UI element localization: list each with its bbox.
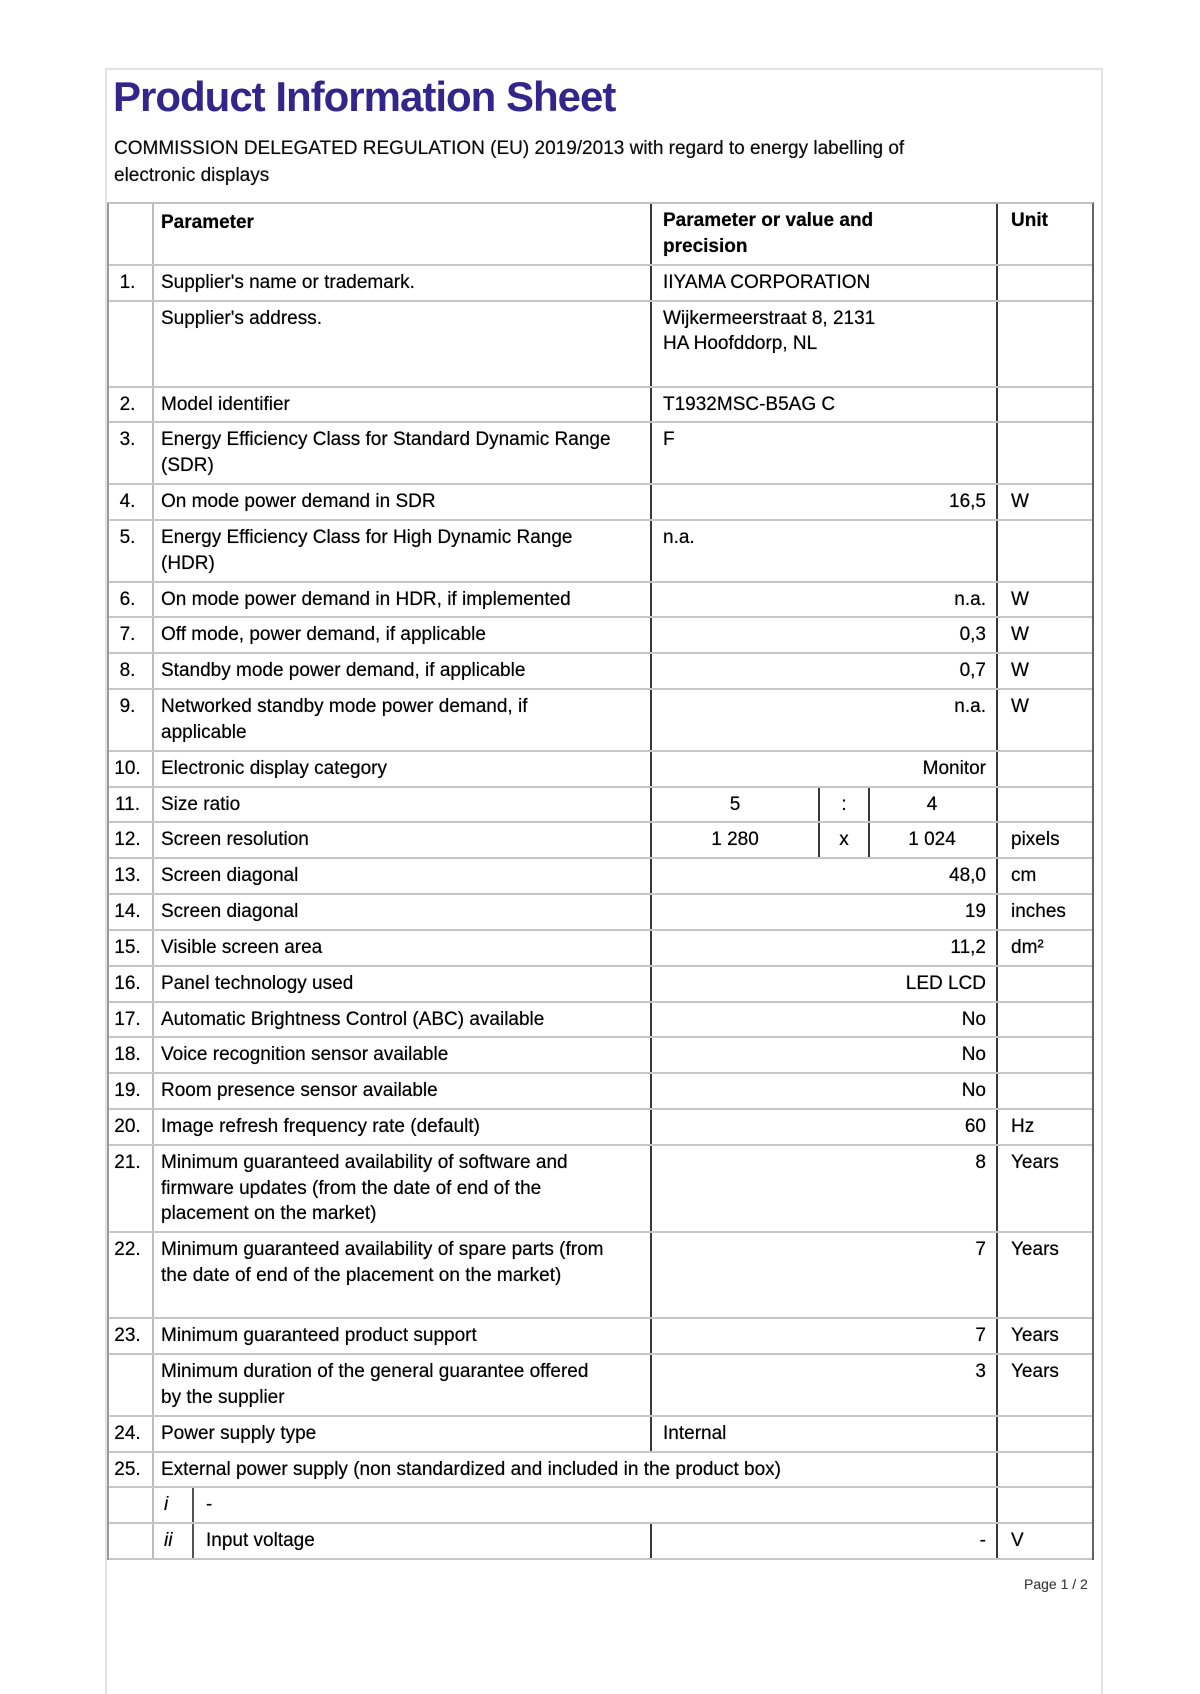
value-cell bbox=[652, 967, 998, 1001]
value-text: F bbox=[663, 429, 675, 451]
parameter-label: On mode power demand in HDR, if implemented bbox=[161, 588, 571, 610]
row-number-cell bbox=[109, 690, 154, 750]
page-title: Product Information Sheet bbox=[113, 73, 616, 120]
value-part: 1 024 bbox=[908, 829, 956, 851]
parameter-cell bbox=[154, 485, 652, 519]
table-row bbox=[109, 788, 1092, 824]
table-row bbox=[109, 388, 1092, 424]
unit-text: W bbox=[1011, 588, 1029, 610]
row-number-cell bbox=[109, 388, 154, 422]
parameter-cell bbox=[154, 388, 652, 422]
row-number: 5. bbox=[119, 526, 136, 548]
value-cell bbox=[652, 1319, 998, 1353]
row-number: 24. bbox=[114, 1422, 141, 1444]
parameter-label: Off mode, power demand, if applicable bbox=[161, 624, 486, 646]
value-cell bbox=[652, 752, 998, 786]
parameters-table bbox=[107, 202, 1094, 1560]
value-text: - bbox=[979, 1530, 986, 1552]
row-number-cell bbox=[109, 423, 154, 483]
unit-text: inches bbox=[1011, 901, 1066, 923]
value-separator: x bbox=[820, 823, 870, 857]
unit-header-label: Unit bbox=[1011, 210, 1048, 232]
parameter-label: Networked standby mode power demand, if applicable bbox=[161, 696, 528, 743]
row-number: 20. bbox=[114, 1116, 141, 1137]
unit-cell bbox=[998, 931, 1092, 965]
row-number: 11. bbox=[114, 793, 140, 815]
unit-cell bbox=[998, 1524, 1092, 1558]
table-row bbox=[109, 266, 1092, 302]
value-text: 3 bbox=[975, 1361, 986, 1383]
row-number-cell bbox=[109, 485, 154, 519]
value-text: T1932MSC-B5AG C bbox=[663, 393, 836, 415]
parameter-cell bbox=[154, 895, 652, 929]
value-header-label: Parameter or value and precision bbox=[663, 210, 874, 257]
value-text: Internal bbox=[663, 1422, 727, 1444]
parameter-label: Supplier's name or trademark. bbox=[161, 271, 415, 293]
value-cell bbox=[652, 788, 998, 822]
row-number-cell bbox=[109, 752, 154, 786]
unit-cell bbox=[998, 1110, 1092, 1144]
row-number-cell bbox=[109, 1003, 154, 1037]
row-number-cell bbox=[109, 967, 154, 1001]
parameter-label: Supplier's address. bbox=[161, 307, 322, 329]
parameter-label: Voice recognition sensor available bbox=[161, 1044, 449, 1066]
parameter-cell bbox=[194, 1488, 998, 1522]
unit-cell bbox=[998, 388, 1092, 422]
unit-cell bbox=[998, 967, 1092, 1001]
value-part: 5 bbox=[652, 788, 820, 822]
unit-cell bbox=[998, 1233, 1092, 1317]
unit-text: W bbox=[1011, 660, 1029, 682]
parameter-label: Minimum guaranteed product support bbox=[161, 1325, 477, 1347]
row-number-cell bbox=[109, 1524, 154, 1558]
parameter-cell bbox=[154, 1110, 652, 1144]
unit-cell bbox=[998, 521, 1092, 581]
table-row bbox=[109, 521, 1092, 583]
parameter-cell bbox=[154, 967, 652, 1001]
row-number: 13. bbox=[114, 865, 141, 887]
parameter-cell bbox=[154, 1453, 998, 1487]
parameter-label: Energy Efficiency Class for Standard Dynamic Range (SDR) bbox=[161, 429, 611, 477]
unit-text: pixels bbox=[1011, 829, 1060, 851]
unit-cell bbox=[998, 654, 1092, 688]
value-cell bbox=[652, 583, 998, 617]
unit-cell bbox=[998, 583, 1092, 617]
unit-text: Years bbox=[1011, 1151, 1059, 1173]
unit-text: dm² bbox=[1011, 936, 1044, 958]
value-text: 48,0 bbox=[949, 865, 986, 887]
unit-cell bbox=[998, 302, 1092, 386]
value-cell bbox=[652, 1355, 998, 1415]
value-cell bbox=[652, 1233, 998, 1317]
unit-text: W bbox=[1011, 624, 1029, 646]
parameter-label: Size ratio bbox=[161, 793, 241, 815]
value-text: No bbox=[961, 1044, 986, 1066]
value-text: 7 bbox=[975, 1325, 986, 1347]
table-row bbox=[109, 485, 1092, 521]
unit-cell bbox=[998, 895, 1092, 929]
row-number-cell bbox=[109, 618, 154, 652]
unit-text: Years bbox=[1011, 1325, 1059, 1347]
table-row bbox=[109, 1074, 1092, 1110]
row-number-cell bbox=[109, 266, 154, 300]
parameter-label: Electronic display category bbox=[161, 757, 387, 779]
row-number: 15. bbox=[114, 936, 141, 958]
table-row bbox=[109, 583, 1092, 619]
table-row bbox=[109, 1355, 1092, 1417]
parameter-cell bbox=[154, 1146, 652, 1231]
row-number-cell bbox=[109, 1146, 154, 1231]
row-number-cell bbox=[109, 1488, 154, 1522]
parameter-cell bbox=[154, 1355, 652, 1415]
row-number: 25. bbox=[114, 1458, 141, 1480]
parameter-label: Model identifier bbox=[161, 393, 290, 415]
parameter-cell bbox=[154, 618, 652, 652]
unit-cell bbox=[998, 1038, 1092, 1072]
row-number-cell bbox=[109, 931, 154, 965]
value-cell bbox=[652, 1110, 998, 1144]
unit-cell bbox=[998, 1146, 1092, 1231]
unit-cell bbox=[998, 752, 1092, 786]
unit-text: Years bbox=[1011, 1361, 1059, 1383]
unit-cell bbox=[998, 1319, 1092, 1353]
value-cell bbox=[652, 618, 998, 652]
value-cell bbox=[652, 931, 998, 965]
page-subtitle: COMMISSION DELEGATED REGULATION (EU) 2019/2013 with regard to energy labelling of electronic displays bbox=[114, 138, 905, 187]
value-cell bbox=[652, 895, 998, 929]
row-number: 14. bbox=[114, 901, 141, 923]
row-number: 22. bbox=[114, 1239, 141, 1261]
value-part: 1 280 bbox=[652, 823, 820, 857]
parameter-cell bbox=[154, 1003, 652, 1037]
parameter-cell bbox=[154, 823, 652, 857]
unit-cell bbox=[998, 266, 1092, 300]
table-row bbox=[109, 859, 1092, 895]
table-row bbox=[109, 931, 1092, 967]
row-number: 10. bbox=[114, 757, 141, 779]
parameter-header-cell bbox=[154, 204, 652, 264]
parameter-cell bbox=[154, 931, 652, 965]
row-number: 12. bbox=[114, 829, 141, 851]
unit-text: W bbox=[1011, 491, 1029, 513]
value-cell bbox=[652, 302, 998, 386]
parameter-label: Screen resolution bbox=[161, 829, 309, 851]
parameter-cell bbox=[154, 583, 652, 617]
row-number: 16. bbox=[114, 972, 141, 994]
parameter-label: - bbox=[206, 1494, 213, 1516]
unit-cell bbox=[998, 1074, 1092, 1108]
value-cell bbox=[652, 388, 998, 422]
parameter-label: Minimum duration of the general guarantee offered by the supplier bbox=[161, 1361, 589, 1408]
parameter-cell bbox=[154, 1233, 652, 1317]
parameter-cell bbox=[154, 1417, 652, 1451]
unit-cell bbox=[998, 1003, 1092, 1037]
value-text: 11,2 bbox=[950, 936, 986, 958]
parameter-label: Screen diagonal bbox=[161, 901, 299, 923]
parameter-cell bbox=[154, 788, 652, 822]
value-cell bbox=[652, 485, 998, 519]
unit-text: V bbox=[1011, 1530, 1024, 1552]
row-number-cell bbox=[109, 654, 154, 688]
table-row bbox=[109, 1488, 1092, 1524]
parameter-label: Image refresh frequency rate (default) bbox=[161, 1116, 480, 1137]
table-row bbox=[109, 654, 1092, 690]
row-number-cell bbox=[109, 1110, 154, 1144]
unit-text: W bbox=[1011, 696, 1029, 718]
value-cell bbox=[652, 859, 998, 893]
row-number-header-cell bbox=[109, 204, 154, 264]
row-number-cell bbox=[109, 823, 154, 857]
value-cell bbox=[652, 521, 998, 581]
table-body bbox=[109, 266, 1092, 1560]
value-cell bbox=[652, 1146, 998, 1231]
value-text: LED LCD bbox=[905, 972, 986, 994]
parameter-cell bbox=[154, 1038, 652, 1072]
unit-text: Hz bbox=[1011, 1116, 1035, 1137]
parameter-cell bbox=[194, 1524, 652, 1558]
product-sheet bbox=[105, 68, 1103, 1694]
unit-cell bbox=[998, 1488, 1092, 1522]
parameter-label: Room presence sensor available bbox=[161, 1080, 438, 1102]
value-text: IIYAMA CORPORATION bbox=[663, 271, 871, 293]
parameter-label: External power supply (non standardized and included in the product box) bbox=[161, 1458, 781, 1480]
table-row bbox=[109, 618, 1092, 654]
row-number: 1. bbox=[119, 271, 136, 293]
row-number: 7. bbox=[119, 624, 136, 646]
table-row bbox=[109, 1453, 1092, 1489]
parameter-cell bbox=[154, 423, 652, 483]
table-row bbox=[109, 1233, 1092, 1319]
unit-cell bbox=[998, 485, 1092, 519]
parameter-header-label: Parameter bbox=[161, 212, 254, 234]
parameter-label: Minimum guaranteed availability of software and firmware updates (from the date of end of the placement on the market) bbox=[161, 1151, 568, 1225]
row-number: 18. bbox=[114, 1044, 141, 1066]
table-row bbox=[109, 1319, 1092, 1355]
row-number: 4. bbox=[119, 491, 136, 513]
table-row bbox=[109, 895, 1092, 931]
parameter-cell bbox=[154, 752, 652, 786]
value-text: No bbox=[961, 1080, 986, 1102]
unit-cell bbox=[998, 788, 1092, 822]
parameter-cell bbox=[154, 654, 652, 688]
parameter-label: Power supply type bbox=[161, 1422, 317, 1444]
parameter-label: Standby mode power demand, if applicable bbox=[161, 660, 526, 682]
row-number: 17. bbox=[114, 1008, 141, 1030]
value-text: 19 bbox=[964, 901, 986, 923]
value-text: 60 bbox=[964, 1116, 986, 1137]
table-row bbox=[109, 1038, 1092, 1074]
row-number-cell bbox=[109, 1319, 154, 1353]
unit-cell bbox=[998, 618, 1092, 652]
table-row bbox=[109, 423, 1092, 485]
value-part: 4 bbox=[926, 793, 938, 815]
value-text: 7 bbox=[975, 1239, 986, 1261]
sub-index-cell bbox=[154, 1524, 194, 1558]
parameter-cell bbox=[154, 521, 652, 581]
value-cell bbox=[652, 1038, 998, 1072]
value-cell bbox=[652, 266, 998, 300]
unit-cell bbox=[998, 823, 1092, 857]
parameter-label: Automatic Brightness Control (ABC) available bbox=[161, 1008, 545, 1030]
row-number: 3. bbox=[119, 429, 136, 451]
row-number-cell bbox=[109, 302, 154, 386]
table-row bbox=[109, 1003, 1092, 1039]
table-row bbox=[109, 1524, 1092, 1560]
sub-index: ii bbox=[164, 1530, 173, 1552]
unit-text: cm bbox=[1011, 865, 1037, 887]
row-number-cell bbox=[109, 1233, 154, 1317]
parameter-label: Panel technology used bbox=[161, 972, 354, 994]
row-number-cell bbox=[109, 1417, 154, 1451]
parameter-cell bbox=[154, 1074, 652, 1108]
value-cell bbox=[652, 1524, 998, 1558]
value-cell bbox=[652, 1003, 998, 1037]
value-text: 0,7 bbox=[959, 660, 986, 682]
table-row bbox=[109, 967, 1092, 1003]
value-cell bbox=[652, 690, 998, 750]
value-text: No bbox=[961, 1008, 986, 1030]
parameter-label: Input voltage bbox=[206, 1530, 315, 1552]
parameter-label: Energy Efficiency Class for High Dynamic Range (HDR) bbox=[161, 526, 573, 574]
value-separator: : bbox=[820, 788, 870, 822]
value-cell bbox=[652, 654, 998, 688]
parameter-cell bbox=[154, 266, 652, 300]
value-text: 0,3 bbox=[959, 624, 986, 646]
value-text: Monitor bbox=[922, 757, 986, 779]
parameter-label: Visible screen area bbox=[161, 936, 323, 958]
row-number: 21. bbox=[114, 1151, 141, 1173]
row-number-cell bbox=[109, 583, 154, 617]
value-text: 8 bbox=[975, 1151, 986, 1173]
unit-text: Years bbox=[1011, 1239, 1059, 1261]
unit-header-cell bbox=[998, 204, 1092, 264]
row-number-cell bbox=[109, 1038, 154, 1072]
value-text: n.a. bbox=[954, 696, 986, 718]
table-row bbox=[109, 1146, 1092, 1233]
parameter-cell bbox=[154, 690, 652, 750]
value-text: 16,5 bbox=[949, 491, 986, 513]
table-row bbox=[109, 1417, 1092, 1453]
table-header-row bbox=[109, 204, 1092, 266]
table-row bbox=[109, 1110, 1092, 1146]
page-number: Page 1 / 2 bbox=[1024, 1576, 1088, 1592]
table-row bbox=[109, 823, 1092, 859]
unit-cell bbox=[998, 859, 1092, 893]
value-cell bbox=[652, 1417, 998, 1451]
row-number-cell bbox=[109, 788, 154, 822]
sub-index-cell bbox=[154, 1488, 194, 1522]
unit-cell bbox=[998, 690, 1092, 750]
parameter-label: Minimum guaranteed availability of spare parts (from the date of end of the placement on the market) bbox=[161, 1239, 604, 1287]
value-text: n.a. bbox=[663, 526, 695, 548]
table-row bbox=[109, 752, 1092, 788]
value-cell bbox=[652, 1074, 998, 1108]
row-number: 8. bbox=[119, 660, 136, 682]
row-number: 9. bbox=[119, 696, 136, 718]
parameter-label: On mode power demand in SDR bbox=[161, 491, 436, 513]
value-text: Wijkermeerstraat 8, 2131 HA Hoofddorp, NL bbox=[663, 307, 876, 355]
unit-cell bbox=[998, 1417, 1092, 1451]
row-number-cell bbox=[109, 895, 154, 929]
row-number: 19. bbox=[114, 1080, 141, 1102]
row-number: 6. bbox=[119, 588, 136, 610]
unit-cell bbox=[998, 1355, 1092, 1415]
parameter-cell bbox=[154, 302, 652, 386]
value-text: n.a. bbox=[954, 588, 986, 610]
sub-index: i bbox=[164, 1494, 169, 1516]
row-number-cell bbox=[109, 859, 154, 893]
row-number-cell bbox=[109, 1074, 154, 1108]
value-header-cell bbox=[652, 204, 998, 264]
table-row bbox=[109, 690, 1092, 752]
row-number: 23. bbox=[114, 1325, 141, 1347]
parameter-label: Screen diagonal bbox=[161, 865, 299, 887]
row-number: 2. bbox=[119, 393, 136, 415]
row-number-cell bbox=[109, 1453, 154, 1487]
parameter-cell bbox=[154, 1319, 652, 1353]
table-row bbox=[109, 302, 1092, 388]
unit-cell bbox=[998, 1453, 1092, 1487]
unit-cell bbox=[998, 423, 1092, 483]
row-number-cell bbox=[109, 521, 154, 581]
row-number-cell bbox=[109, 1355, 154, 1415]
value-cell bbox=[652, 823, 998, 857]
parameter-cell bbox=[154, 859, 652, 893]
value-cell bbox=[652, 423, 998, 483]
